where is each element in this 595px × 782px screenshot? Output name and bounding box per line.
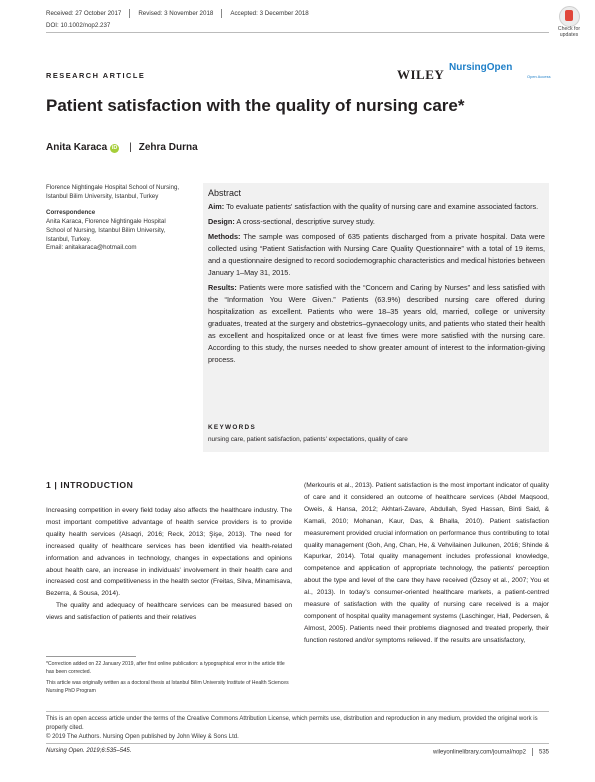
design-label: Design: [208,217,235,226]
keywords-heading: KEYWORDS [208,424,257,431]
abstract-design [208,216,545,228]
divider [532,748,533,756]
abstract-body [208,201,545,369]
open-access-label: Open Access [527,74,551,79]
author-list [46,142,198,153]
paragraph: (Merkouris et al., 2013). Patient satisfaction is the most important indicator of quality of care and it considered an outcome of healthcare services (Abdel Maqsood, Oweis, & Hansa, 2012; Akhtari-Zavare, Abdullah, Syed Hassan, Binti Said, & Kamali, 2010; Mohanan, Kaur, Das, & Bhalla, 2010). Patient satisfaction measurement provided crucial information on performance thus contributing to total quality management (Goh, Ang, Chan, He, & Vehvilainen Julkunen, 2016; Shinde & Kapurkar, 2014). Total quality management includes professional knowledge, competence and application of appropriate technology, the patients' perception about the type and level of the care they have received (Özsoy et al., 2007; You et al., 2013). In today's consumer-oriented healthcare markets, a patient-centred measure of satisfaction with the quality of nursing care received is a major component of hospital quality management systems (Laschinger, Hall, Pedersen, & Almost, 2005). Patients need their problems diagnosed and treated properly, their function restored and/or symptoms relieved. If the results are unsatisfactory, [304,482,549,644]
aim-text: To evaluate patients' satisfaction with the quality of nursing care and examine associated factors. [224,202,539,211]
doi[interactable]: DOI: 10.1002/nop2.237 [46,22,111,29]
footnote-rule [46,656,136,657]
body-column-left [46,505,292,624]
footnote: This article was originally written as a doctoral thesis at Istanbul Bilim University Institute of Health Sciences Nursing PhD Program [46,680,289,694]
paragraph: The quality and adequacy of healthcare services can be measured based on views and satisfaction of patients and their relatives [46,602,292,622]
author-name[interactable]: Zehra Durna [138,142,198,153]
received-date: Received: 27 October 2017 [46,10,122,18]
results-text: Patients were more satisfied with the “Concern and Caring by Nurses” and less satisfied with the “Information You Were Given.” Patients (63.9%) described nursing care offered during hospitalization as excellent. Patients who were 18–35 years old, married, college or university graduates, treated at the surgery and obstetrics–gynaecology units, and patients who stated their health as excellent and hospitalized once or at least five times were more satisfied with the nursing care. According to this study, the nurses needed to show greater amount of interest to the information-giving process. [208,283,545,364]
license-rule [46,711,549,712]
accepted-date: Accepted: 3 December 2018 [230,10,309,18]
paragraph: Increasing competition in every field today also affects the healthcare industry. The most important competitive advantage of health service providers is to provide quality health services (Alsaqri, 2016; Reck, 2013; Şişe, 2013). The need for increased quality of healthcare services has been identified via health-related information and advances in technology, changes in expectations and opinions about health care, an increase in individuals' involvement in their health care and increased cost and competitiveness in the health sector (Freitas, Silva, Minamisava, Bezerra, & Sousa, 2014). [46,507,292,598]
license-text: This is an open access article under the terms of the Creative Commons Attribution License, which permits use, distribution and reproduction in any medium, provided the original work is properly cited. [46,716,538,731]
divider [129,9,130,18]
footer-right [433,748,549,756]
check-for-updates-badge[interactable] [549,6,587,46]
copyright: © 2019 The Authors. Nursing Open published by John Wiley & Sons Ltd. [46,733,239,740]
badge-label: Check for updates [557,26,581,38]
journal-logo[interactable]: NursingOpen [449,62,513,73]
license-block [46,715,549,742]
footnotes [46,660,292,698]
abstract-aim [208,201,545,213]
aim-label: Aim: [208,202,225,211]
methods-text: The sample was composed of 635 patients discharged from a private hospital. Data were collected using “Patient Satisfaction with Nursing Care Quality Questionnaire” with a total of 19 items, and a questionnaire designed to record sociodemographic characteristics and medical histories between January 1–May 31, 2015. [208,232,545,277]
orcid-icon[interactable]: iD [111,145,118,151]
results-label: Results: [208,283,237,292]
correspondence-address: Anita Karaca, Florence Nightingale Hospital School of Nursing, Istanbul Bilim University, Istanbul, Turkey. [46,218,166,243]
bookmark-icon [559,6,580,27]
abstract-results [208,282,545,366]
author-name[interactable]: Anita Karaca [46,142,108,153]
keywords: nursing care, patient satisfaction, patients' expectations, quality of care [208,436,408,443]
author-separator: | [129,142,132,153]
footnote: *Correction added on 22 January 2019, after first online publication: a typographical error in the article title has been corrected. [46,661,285,675]
footer-rule [46,743,549,744]
correspondence-email[interactable]: Email: anitakaraca@hotmail.com [46,244,137,252]
header-rule [46,32,549,33]
design-text: A cross-sectional, descriptive survey study. [234,217,375,226]
page-number: 535 [538,749,549,756]
article-title: Patient satisfaction with the quality of nursing care* [46,96,465,115]
section-label: RESEARCH ARTICLE [46,71,146,80]
affiliation: Florence Nightingale Hospital School of Nursing, Istanbul Bilim University, Istanbul, Turkey [46,184,180,200]
abstract-box [203,183,549,452]
article-dates [46,9,309,18]
methods-label: Methods: [208,232,241,241]
abstract-heading: Abstract [208,188,242,198]
body-column-right [304,480,549,647]
citation: Nursing Open. 2019;6:535–545. [46,748,132,754]
divider [221,9,222,18]
publisher-logo[interactable]: WILEY [397,67,445,82]
correspondence-heading: Correspondence [46,209,96,217]
revised-date: Revised: 3 November 2018 [138,10,214,18]
affiliation-block [46,184,186,253]
section-heading: 1 | INTRODUCTION [46,480,134,490]
abstract-methods [208,231,545,279]
journal-url[interactable]: wileyonlinelibrary.com/journal/nop2 [433,749,526,756]
